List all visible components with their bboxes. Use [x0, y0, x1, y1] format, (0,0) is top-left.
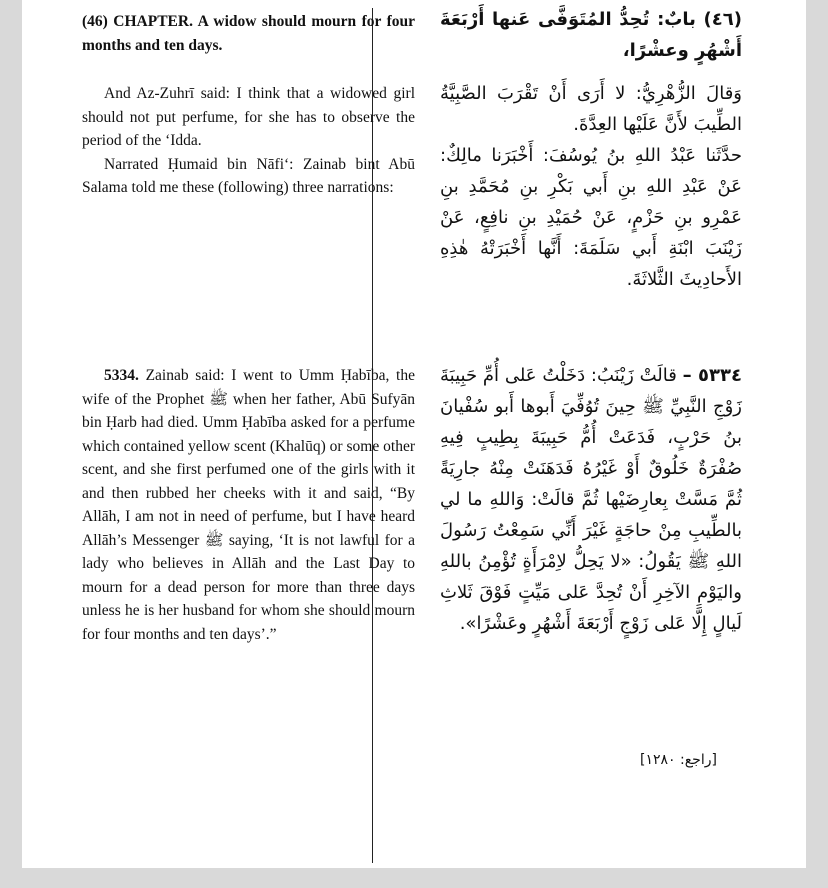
- arabic-intro-block: [440, 78, 742, 295]
- english-hadith-text: Zainab said: I went to Umm Ḥabība, the wife of the Prophet ﷺ when her father, Abū Sufyān bin Ḥarb had died. Umm Ḥabība asked for a perfume which contained yellow scent (Khalūq) or some other scent, and she first perfumed one of the girls with it and then rubbed her cheeks with it and said, “By Allāh, I am not in need of perfume, but I have heard Allāh’s Messenger ﷺ saying, ‘It is not lawful for a lady who believes in Allāh and the Last Day to mourn for a dead person for more than three days unless he is her husband for whom she should mourn for four months and ten days’.”: [82, 367, 416, 643]
- arabic-reference: [راجع: ١٢٨٠]: [640, 752, 717, 768]
- english-hadith-number: 5334.: [104, 367, 139, 384]
- arabic-hadith-block: [440, 360, 742, 639]
- english-intro-block: [82, 82, 415, 200]
- arabic-hadith-number: ٥٣٣٤ –: [682, 365, 742, 386]
- arabic-chapter-heading: (٤٦) بابٌ: تُحِدُّ المُتَوَفَّى عَنها أَرْبَعَةَ أَشْهُرٍ وعشْرًا،: [440, 9, 742, 61]
- book-page: [22, 0, 806, 868]
- arabic-zuhri-paragraph: وَقالَ الزُّهْرِيُّ: لا أَرَى أَنْ تَقْرَبَ الصَّبِيَّةُ الطِّيبَ لأَنَّ عَلَيْها العِدَّةَ.: [440, 83, 742, 135]
- english-chapter-heading: (46) CHAPTER. A widow should mourn for four months and ten days.: [82, 13, 415, 54]
- arabic-hadith-text: قالَتْ زَيْنَبُ: دَخَلْتُ عَلى أُمِّ حَبِيبَةَ زَوْجِ النَّبِيِّ ﷺ حِينَ تُوُفِّيَ أَبوها أَبو سُفْيانَ بنُ حَرْبٍ، فَدَعَتْ أُمُّ حَبِيبَةَ بِطِيبٍ فِيهِ صُفْرَةٌ خَلُوقٌ أَوْ غَيْرُهُ فَدَهَنَتْ مِنْهُ جارِيَةً ثُمَّ مَسَّتْ بِعارِضَيْها ثُمَّ قالَتْ: وَاللهِ ما لي بالطِّيبِ مِنْ حاجَةٍ غَيْرَ أَنِّي سَمِعْتُ رَسُولَ اللهِ ﷺ يَقُولُ: «لا يَحِلُّ لاِمْرَأَةٍ تُؤْمِنُ باللهِ واليَوْمِ الآخِرِ أَنْ تُحِدَّ عَلى مَيِّتٍ فَوْقَ ثَلاثِ لَيالٍ إِلَّا عَلى زَوْجٍ أَرْبَعَةَ أَشْهُرٍ وعَشْرًا».: [440, 365, 742, 634]
- english-narrated-paragraph: Narrated Ḥumaid bin Nāfi‘: Zainab bint Abū Salama told me these (following) three narrations:: [82, 155, 415, 196]
- english-hadith-block: [82, 364, 415, 646]
- english-hadith-paragraph: [82, 364, 415, 646]
- arabic-hadith-paragraph: [440, 360, 742, 639]
- arabic-narrated-paragraph: حدَّثَنا عَبْدُ اللهِ بنُ يُوسُفَ: أَخْبَرَنا مالِكٌ: عَنْ عَبْدِ اللهِ بنِ أَبي بَكْرِ بنِ مُحَمَّدِ بنِ عَمْرِو بنِ حَزْمٍ، عَنْ حُمَيْدِ بنِ نافِعٍ، عَنْ زَيْنَبَ ابْنَةِ أَبي سَلَمَةَ: أَنَّها أَخْبَرَتْهُ هٰذِهِ الأَحادِيثَ الثَّلاثَةَ.: [440, 145, 742, 290]
- english-zuhri-paragraph: And Az-Zuhrī said: I think that a widowed girl should not put perfume, for she has to observe the period of the ‘Idda.: [82, 85, 415, 149]
